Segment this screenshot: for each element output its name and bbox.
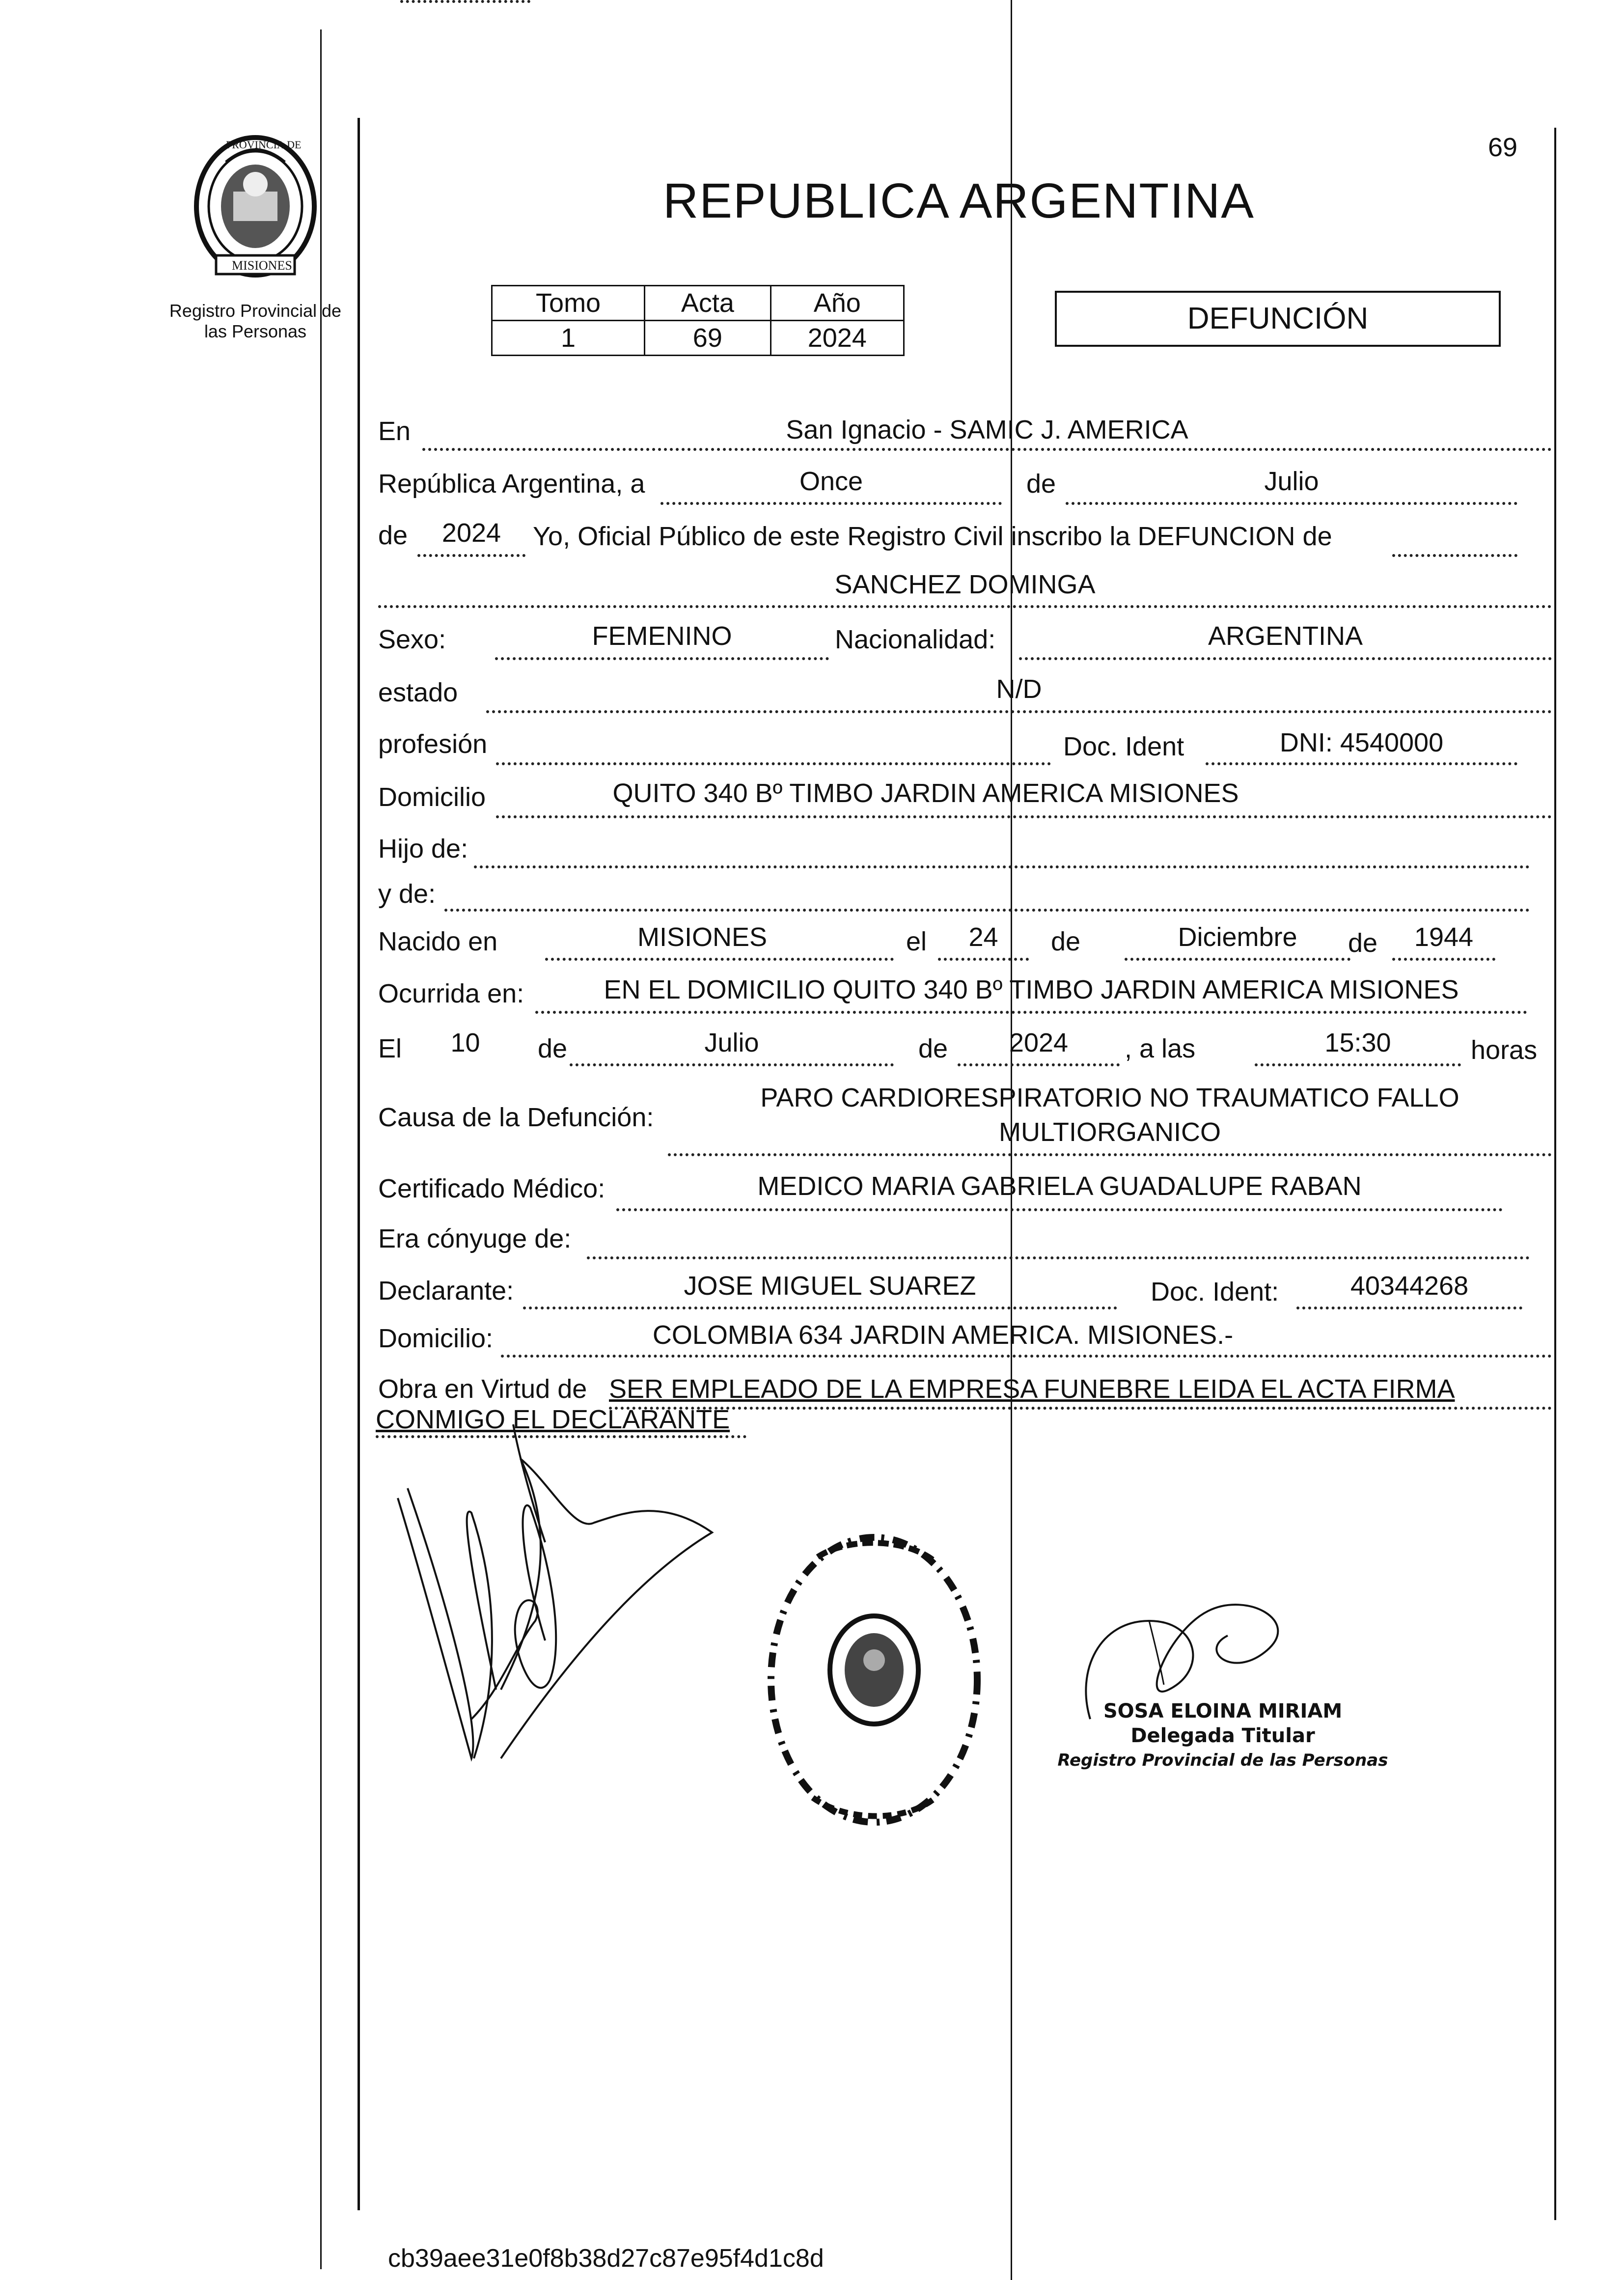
- en-label: En: [378, 417, 411, 446]
- domicilio-value: QUITO 340 Bº TIMBO JARDIN AMERICA MISIONES: [612, 779, 1239, 808]
- profesion-dotted-line: [496, 762, 1051, 765]
- declarant-signature: [388, 1415, 742, 1788]
- birth-year-dotted-line: [1392, 958, 1495, 961]
- de-label: de: [1026, 469, 1056, 499]
- nacido-value: MISIONES: [637, 922, 768, 952]
- causa-label: Causa de la Defunción:: [378, 1103, 654, 1132]
- document-hash: cb39aee31e0f8b38d27c87e95f4d1c8d: [388, 2244, 824, 2273]
- sexo-dotted-line: [495, 657, 829, 660]
- death-day: 10: [450, 1028, 480, 1057]
- de2-label: de: [378, 521, 408, 550]
- de3-label: de: [1051, 927, 1081, 956]
- form-right-border: [1554, 128, 1556, 2220]
- certificado-dotted-line: [616, 1208, 1503, 1211]
- declarante-value: JOSE MIGUEL SUAREZ: [684, 1271, 976, 1301]
- domicilio-label: Domicilio: [378, 782, 486, 812]
- record-value-acta: 69: [645, 321, 771, 356]
- death-time-dotted-line: [1255, 1063, 1461, 1066]
- nacionalidad-value: ARGENTINA: [1208, 621, 1363, 651]
- official-stamp: [759, 1523, 990, 1837]
- domicilio-dotted-line: [496, 815, 1552, 818]
- yde-label: y de:: [378, 879, 436, 909]
- estado-label: estado: [378, 678, 458, 707]
- birth-year: 1944: [1414, 922, 1474, 952]
- ocurrida-value: EN EL DOMICILIO QUITO 340 Bº TIMBO JARDIN AMERICA MISIONES: [604, 975, 1459, 1004]
- doc-ident2-label: Doc. Ident:: [1151, 1277, 1279, 1307]
- day-dotted-line: [661, 502, 1002, 505]
- record-table: [491, 285, 905, 356]
- seal-text-bottom: MISIONES: [232, 258, 292, 273]
- page-number: 69: [1488, 133, 1518, 162]
- el2-label: El: [378, 1034, 402, 1063]
- yde-dotted-line: [444, 909, 1530, 912]
- year-dotted-line: [417, 554, 525, 557]
- domicilio2-value: COLOMBIA 634 JARDIN AMERICA. MISIONES.-: [652, 1320, 1234, 1350]
- certificado-label: Certificado Médico:: [378, 1174, 606, 1203]
- page-title: REPUBLICA ARGENTINA: [663, 173, 1255, 228]
- provincial-seal: [187, 133, 324, 285]
- doc-ident-value: DNI: 4540000: [1279, 728, 1444, 757]
- en-value: San Ignacio - SAMIC J. AMERICA: [786, 415, 1188, 445]
- conyuge-dotted-line: [587, 1256, 1530, 1259]
- hijo-label: Hijo de:: [378, 834, 468, 863]
- yo-text: Yo, Oficial Público de este Registro Civil inscribo la DEFUNCION de: [533, 522, 1332, 551]
- form-left-border: [358, 118, 360, 2210]
- en-dotted-line: [422, 448, 1552, 451]
- death-year: 2024: [1009, 1028, 1069, 1057]
- doc-ident-label: Doc. Ident: [1063, 732, 1184, 761]
- estado-value: N/D: [996, 674, 1042, 704]
- nacido-dotted-line: [545, 958, 894, 961]
- alas-label: , a las: [1125, 1034, 1196, 1063]
- day-value: Once: [799, 467, 863, 496]
- nacido-label: Nacido en: [378, 927, 498, 956]
- record-header-ano: Año: [771, 286, 904, 321]
- document-type-box: [1055, 291, 1501, 347]
- signatory-role: Delegada Titular: [1130, 1724, 1315, 1747]
- de6-label: de: [918, 1034, 948, 1063]
- year-value: 2024: [441, 518, 501, 548]
- domicilio2-label: Domicilio:: [378, 1324, 494, 1353]
- doc-ident2-value: 40344268: [1350, 1271, 1469, 1301]
- yo-dotted-line: [1392, 554, 1517, 557]
- declarante-dotted-line: [523, 1307, 1117, 1309]
- causa-dotted-line: [668, 1153, 1552, 1156]
- doc-ident-dotted-line: [1206, 762, 1517, 765]
- birth-month-dotted-line: [1125, 958, 1350, 961]
- document-type: DEFUNCIÓN: [1187, 302, 1369, 335]
- domicilio2-dotted-line: [501, 1355, 1552, 1358]
- left-margin-line: [320, 29, 322, 2269]
- obra-line-2: CONMIGO EL DECLARANTE: [376, 1405, 730, 1434]
- conyuge-label: Era cónyuge de:: [378, 1224, 572, 1253]
- seal-text-top: PROVINCIA DE: [226, 139, 302, 151]
- sexo-value: FEMENINO: [592, 621, 732, 651]
- sexo-label: Sexo:: [378, 625, 446, 654]
- death-month-dotted-line: [570, 1063, 894, 1066]
- profesion-label: profesión: [378, 729, 488, 759]
- record-value-ano: 2024: [771, 321, 904, 356]
- signatory-name: SOSA ELOINA MIRIAM: [1103, 1700, 1343, 1723]
- ocurrida-dotted-line: [535, 1011, 1527, 1014]
- el-label: el: [906, 927, 927, 956]
- name-dotted-line: [378, 605, 1552, 608]
- obra-label: Obra en Virtud de: [378, 1374, 587, 1404]
- birth-day: 24: [968, 922, 998, 952]
- sidebar-registry-label: Registro Provincial de las Personas: [169, 301, 342, 341]
- causa-line-2: MULTIORGANICO: [998, 1117, 1221, 1147]
- month-dotted-line: [1066, 502, 1517, 505]
- nacionalidad-label: Nacionalidad:: [835, 625, 996, 654]
- ocurrida-label: Ocurrida en:: [378, 979, 524, 1008]
- certificado-value: MEDICO MARIA GABRIELA GUADALUPE RABAN: [757, 1171, 1362, 1201]
- death-time: 15:30: [1324, 1028, 1391, 1057]
- obra-line-1: SER EMPLEADO DE LA EMPRESA FUNEBRE LEIDA EL ACTA FIRMA: [609, 1374, 1455, 1404]
- signatory-office: Registro Provincial de las Personas: [1057, 1751, 1388, 1770]
- death-year-dotted-line: [958, 1063, 1120, 1066]
- record-header-acta: Acta: [645, 286, 771, 321]
- deceased-name: SANCHEZ DOMINGA: [834, 570, 1096, 599]
- birth-month: Diciembre: [1178, 922, 1297, 952]
- causa-line-1: PARO CARDIORESPIRATORIO NO TRAUMATICO FALLO: [760, 1083, 1459, 1112]
- obra-dotted-line-1: [609, 1407, 1552, 1410]
- death-day-dotted-line: [400, 0, 530, 3]
- record-value-tomo: 1: [492, 321, 645, 356]
- republica-label: República Argentina, a: [378, 469, 645, 499]
- declarante-label: Declarante:: [378, 1276, 514, 1306]
- de4-label: de: [1348, 928, 1378, 958]
- nacionalidad-dotted-line: [1019, 657, 1552, 660]
- horas-label: horas: [1471, 1035, 1538, 1065]
- hijo-dotted-line: [474, 865, 1530, 868]
- record-header-tomo: Tomo: [492, 286, 645, 321]
- estado-dotted-line: [486, 710, 1552, 713]
- de5-label: de: [538, 1034, 568, 1063]
- death-month: Julio: [704, 1028, 759, 1057]
- birth-day-dotted-line: [938, 958, 1029, 961]
- month-value: Julio: [1264, 467, 1319, 496]
- doc-ident2-dotted-line: [1296, 1307, 1522, 1309]
